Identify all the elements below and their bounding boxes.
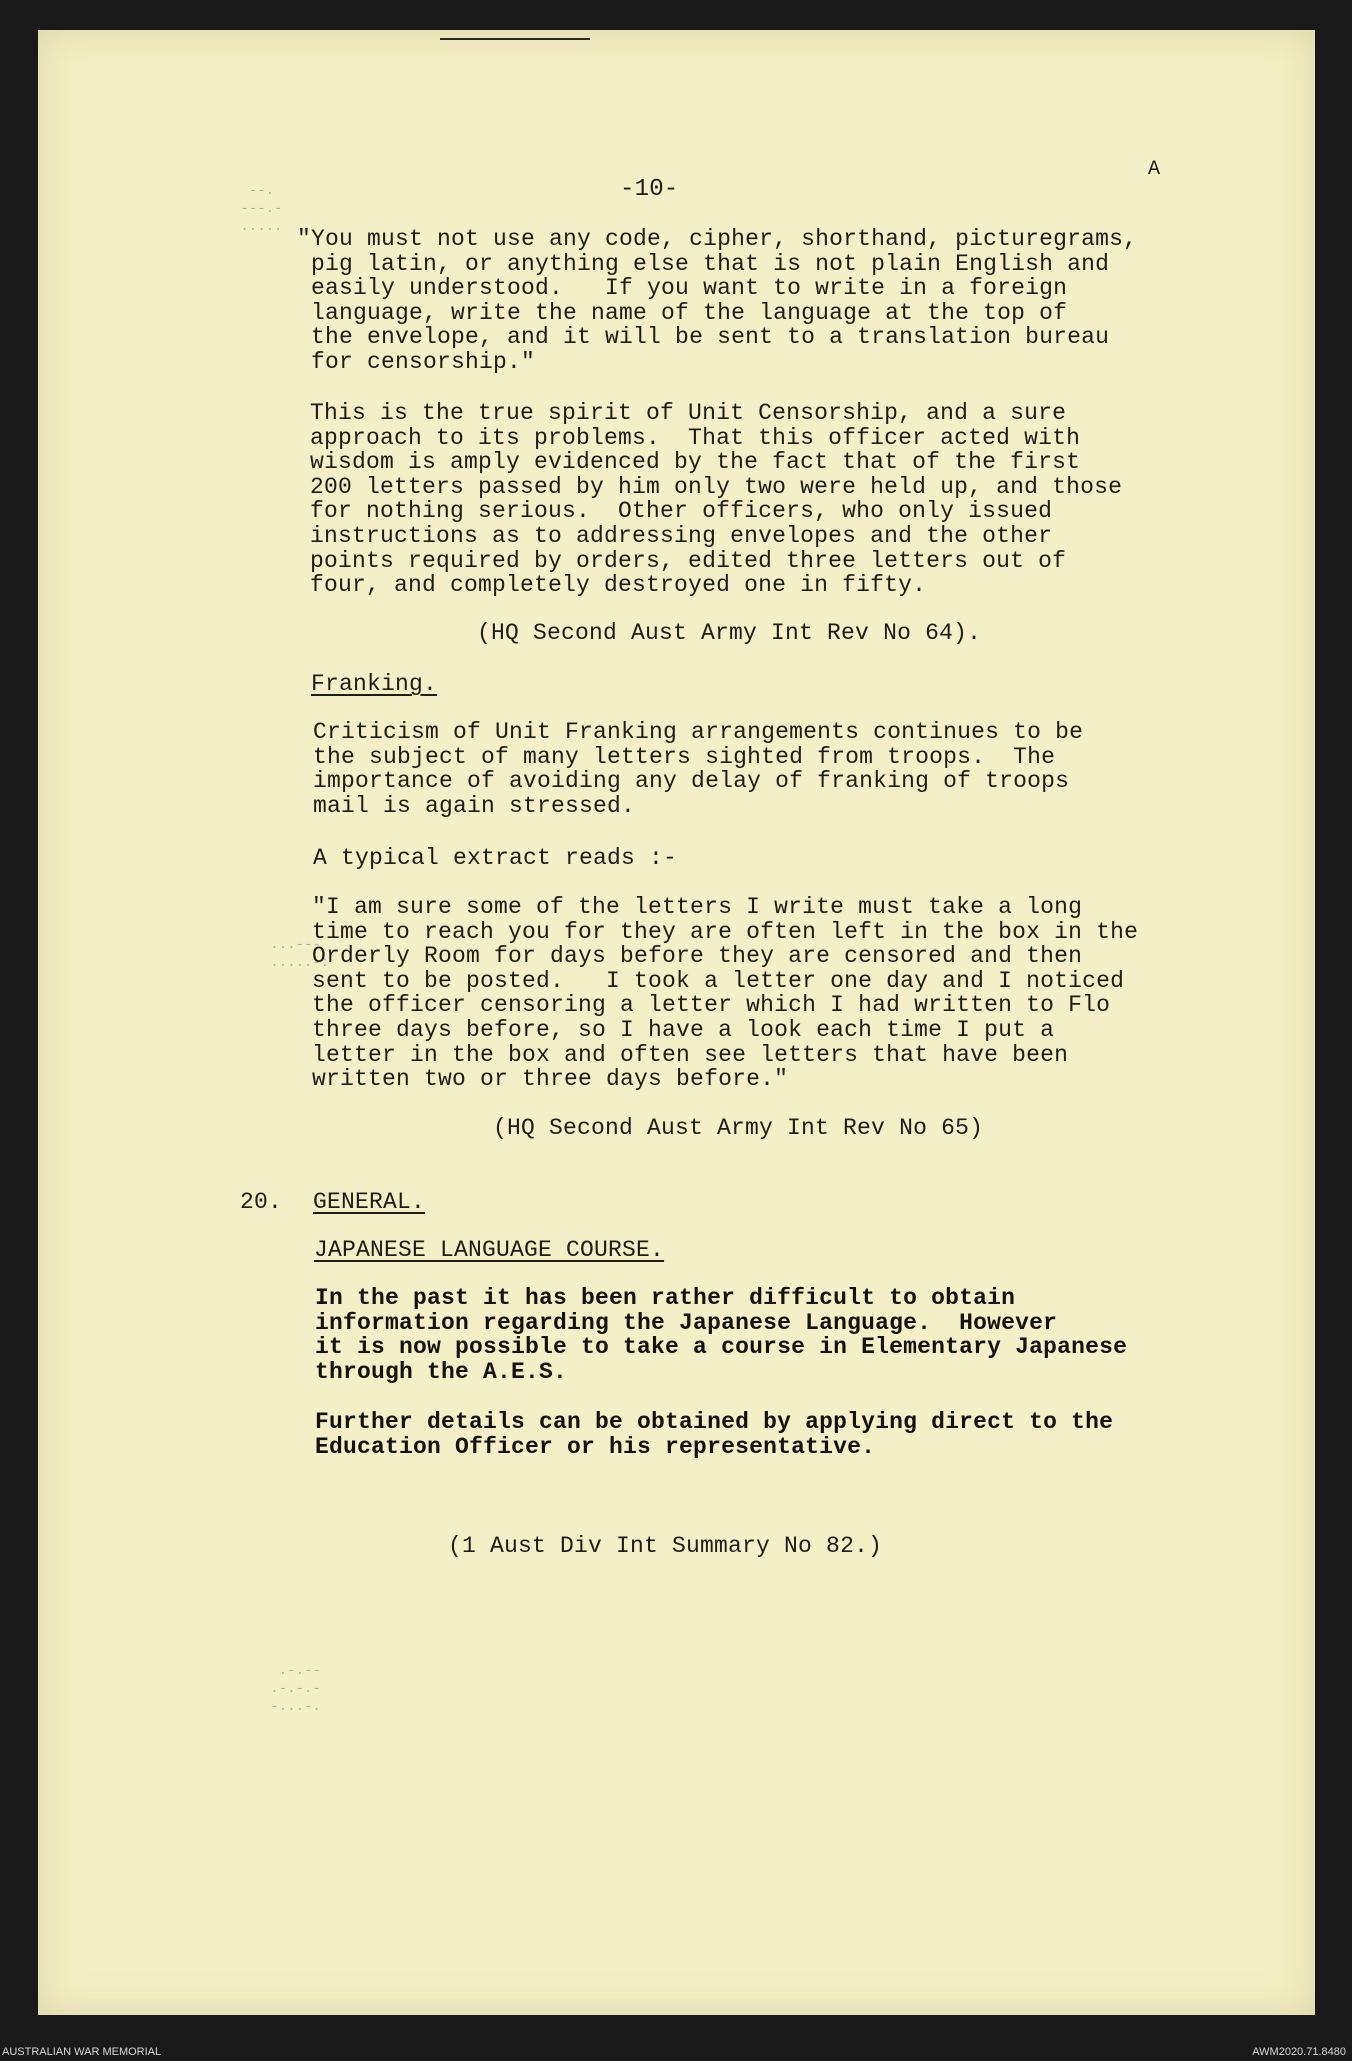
offset-stamp-mark: --. ---.- .....: [240, 183, 283, 235]
unit-censorship-paragraph: This is the true spirit of Unit Censorship, and a sure approach to its problems. That this officer acted with wisdom is amply evidenced by the fact that of the first 200 letters passed by him only two were held up, and those for nothing serious. Other officers, who only issued instructions as to addressing envelopes and the other points required by orders, edited three letters out of four, and completely destroyed one in fifty.: [310, 400, 1123, 599]
franking-heading: Franking.: [311, 671, 438, 697]
japanese-course-heading: JAPANESE LANGUAGE COURSE.: [314, 1237, 665, 1263]
footer-accession-number: AWM2020.71.8480: [1252, 2046, 1346, 2058]
franking-paragraph: Criticism of Unit Franking arrangements continues to be the subject of many letters sighted from troops. The importance of avoiding any delay of franking of troops mail is again stressed.: [313, 719, 1084, 819]
source-citation-65: (HQ Second Aust Army Int Rev No 65): [493, 1115, 984, 1141]
top-edge-mark: [440, 38, 590, 40]
section-number: 20.: [240, 1189, 283, 1215]
source-citation-64: (HQ Second Aust Army Int Rev No 64).: [477, 620, 982, 646]
further-details-paragraph: Further details can be obtained by applying direct to the Education Officer or his representative.: [315, 1409, 1114, 1460]
offset-stamp-mark: .-.-- .-.-.- -...-.: [270, 1663, 321, 1715]
soldier-letter-quote: "I am sure some of the letters I write must take a long time to reach you for they are often left in the box in the Orderly Room for days before they are censored and then sent to be posted. I took a letter one day and I noticed the officer censoring a letter which I had written to Flo three days before, so I have a look each time I put a letter in the box and often see letters that have been written two or three days before.": [312, 894, 1139, 1093]
source-citation-82: (1 Aust Div Int Summary No 82.): [448, 1533, 883, 1559]
corner-mark: A: [1148, 158, 1161, 181]
extract-intro: A typical extract reads :-: [313, 845, 678, 871]
offset-stamp-mark: ...--- .....-:: [270, 937, 330, 971]
footer-institution: AUSTRALIAN WAR MEMORIAL: [2, 2046, 162, 2058]
censorship-quote: "You must not use any code, cipher, shorthand, picturegrams, pig latin, or anything else that is not plain English and easily understood. If you want to write in a foreign language, write the name of the language at the top of the envelope, and it will be sent to a translation bureau for censorship.": [297, 226, 1138, 375]
japanese-course-paragraph: In the past it has been rather difficult to obtain information regarding the Japanese Language. However it is now possible to take a course in Elementary Japanese through the A.E.S.: [315, 1285, 1128, 1385]
page-number: -10-: [620, 176, 679, 203]
section-title: GENERAL.: [313, 1189, 426, 1215]
